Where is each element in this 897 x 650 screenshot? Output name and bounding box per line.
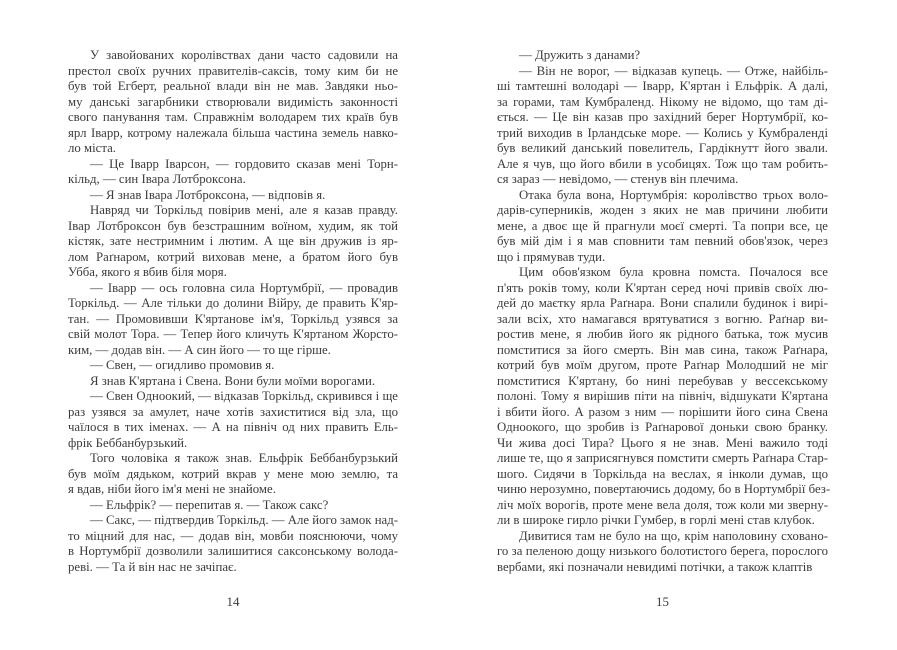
text-line: Я знав К'яртана і Свена. Вони були моїми ворогами.: [90, 373, 376, 388]
text-line: Дивитися там не було на що, крім наполовину сховано-: [519, 528, 828, 543]
text-line: — Дружить з данами?: [519, 48, 641, 62]
page-right-number: 15: [656, 594, 669, 609]
text-line: то міцний для нас, — додав він, мовби пояснюючи, чому: [68, 528, 398, 543]
text-line: дарів-суперників, жоден з яких не мав причини любити: [497, 203, 828, 217]
book-page-left: [68, 48, 398, 609]
text-line: кільд, — син Івара Лотброксона.: [68, 172, 246, 186]
text-line: престол своїх ручних правителів-саксів, тому ким би не: [68, 63, 398, 78]
text-line: чиню нерозумно, повертаючись додому, бо в Нортумбрії без-: [497, 482, 831, 496]
text-line: був великий данський повелитель, Гардікнутт його звали.: [497, 141, 828, 155]
text-line: був той Егберт, реальної влади він не мав. Завдяки ньо-: [68, 79, 398, 93]
text-line: і вбити його. А разом з ним — порішити його сина Свена: [497, 404, 828, 419]
text-line: ростив мене, я любив його як рідного батька, тож мусив: [497, 327, 828, 341]
text-line: — Ельфрік? — перепитав я. — Також сакс?: [90, 497, 329, 512]
text-line: чаїлося в тих іменах. — А на північ од них править Ель-: [68, 420, 398, 434]
text-line: Убба, якого я вбив біля моря.: [68, 265, 227, 279]
text-line: Навряд чи Торкільд повірив мені, але я казав правду.: [90, 203, 398, 217]
text-line: я вдав, ніби його ім'я мені не знайоме.: [68, 482, 276, 496]
text-line: ліч моїх ворогів, проте мене вела доля, тож коли ми зверну-: [497, 497, 828, 512]
text-line: Отака була вона, Нортумбрія: королівство трьох воло-: [519, 187, 828, 202]
text-line: — Іварр — ось головна сила Нортумбрії, — провадив: [90, 280, 398, 295]
text-line: шого. Сидячи в Торкільда на веслах, я інколи думав, що: [497, 466, 828, 481]
text-line: помститися К'яртану, бо нині перебував у вессекському: [497, 373, 828, 388]
text-line: за горами, там Кумбраленд. Нікому не відомо, що там ді-: [497, 94, 828, 109]
text-line: ся зараз — невідомо, — стенув він плечима.: [497, 172, 739, 186]
text-line: помститися за його смерть. Він мав сина, також Раґнара,: [497, 342, 828, 357]
page-left-text: [68, 48, 398, 575]
text-line: трий виходив в Ірландське море. — Колись у Кумбраленді: [497, 125, 828, 140]
text-line: кістяк, зате нестримним і лютим. А ще він дружив із яр-: [68, 234, 398, 248]
text-line: ли в широке гирло річки Гумбер, в горлі мені став клубок.: [497, 513, 815, 527]
text-line: тан. — Промовивши К'яртанове ім'я, Торкільд узявся за: [68, 311, 398, 326]
text-line: лише те, що я заприсягнувся помстити смерть Раґнара Стар-: [497, 451, 828, 465]
text-line: дей до маєтку ярла Раґнара. Вони спалили будинок і вирі-: [497, 296, 828, 310]
text-line: свого панування там. Справжнім володарем тих країв був: [68, 110, 398, 124]
text-line: Цим обов'язком була кровна помста. Почалося все: [519, 265, 828, 279]
text-line: Івар Лотброксон був безстрашним воїном, худим, як той: [68, 218, 398, 233]
text-line: Того чоловіка я також знав. Ельфрік Беббанбурзький: [90, 451, 398, 465]
text-line: — Він не ворог, — відказав купець. — Отже, найбіль-: [519, 63, 828, 78]
text-line: котрий був моїм другом, проте Раґнар Молодший не міг: [497, 358, 828, 372]
text-line: У завойованих королівствах дани часто садовили на: [90, 48, 398, 62]
text-line: що і прямував туди.: [497, 249, 606, 264]
text-line: — Свен Одноокий, — відказав Торкільд, скривився і ще: [90, 389, 398, 403]
text-line: Одноокого, що зробив із Раґнарової доньки свою бранку.: [497, 420, 828, 434]
text-line: був мій дім і я мав сповнити там певний обов'язок, через: [497, 234, 828, 248]
text-line: п'ять років тому, коли К'яртан серед ночі привів своїх лю-: [497, 280, 828, 295]
text-line: ярл Іварр, котрому належала більша частина земель навко-: [68, 125, 398, 140]
text-line: полоні. Тому я вирішив піти на північ, відшукати К'яртана: [497, 389, 828, 403]
page-right-text: [497, 48, 831, 575]
text-line: — Я знав Івара Лотброксона, — відповів я.: [90, 187, 326, 202]
text-line: го за пеленою дощу низького болотистого берега, порослого: [497, 544, 828, 558]
text-line: Але я чув, що його вбили в усобицях. Тож що там робить-: [497, 156, 828, 171]
text-line: Чи жива досі Тира? Цього я не знав. Мені важило тоді: [497, 435, 828, 450]
text-line: реві. — Та й він нас не зачіпає.: [68, 559, 237, 574]
text-line: фрік Беббанбурзький.: [68, 435, 188, 450]
text-line: — Сакс, — підтвердив Торкільд. — Але його замок над-: [90, 513, 398, 527]
text-line: — Це Іварр Іварсон, — гордовито сказав мені Торн-: [90, 156, 398, 171]
text-line: мене, а двоє ще й прагнули моєї смерті. Та попри все, це: [497, 218, 828, 233]
page-left-number: 14: [226, 594, 240, 609]
text-line: раз узявся за амулет, наче хотів захиститися від зла, що: [68, 404, 398, 419]
text-line: ло міста.: [68, 141, 116, 155]
text-line: — Свен, — огидливо промовив я.: [90, 358, 275, 372]
text-line: ється. — Це він казав про західний берег Нортумбрії, ко-: [497, 110, 828, 124]
text-line: свій молот Тора. — Тепер його кличуть К'яртаном Жорсто-: [68, 327, 398, 341]
book-page-right: [497, 48, 831, 609]
text-line: в Нортумбрії дозволили залишитися саксонському волода-: [68, 544, 398, 558]
text-line: вербами, які позначали невидимі потічки, а також клаптів: [497, 559, 813, 574]
text-line: зали всіх, хто намагався врятуватися з вогню. Раґнар ви-: [497, 311, 828, 326]
text-line: був моїм дядьком, котрий вкрав у мене мою землю, та: [68, 466, 398, 481]
text-line: ким, — додав він. — А син його — то ще гірше.: [68, 342, 331, 357]
text-line: ші тамтешні володарі — Іварр, К'яртан і Ельфрік. А далі,: [497, 79, 828, 93]
text-line: лом Раґнаром, котрий виховав мене, а братом його був: [68, 249, 398, 264]
text-line: Торкільд. — Але тільки до долини Війру, де править К'яр-: [68, 296, 398, 310]
text-line: му данські загарбники створювали видимість законності: [68, 94, 398, 109]
